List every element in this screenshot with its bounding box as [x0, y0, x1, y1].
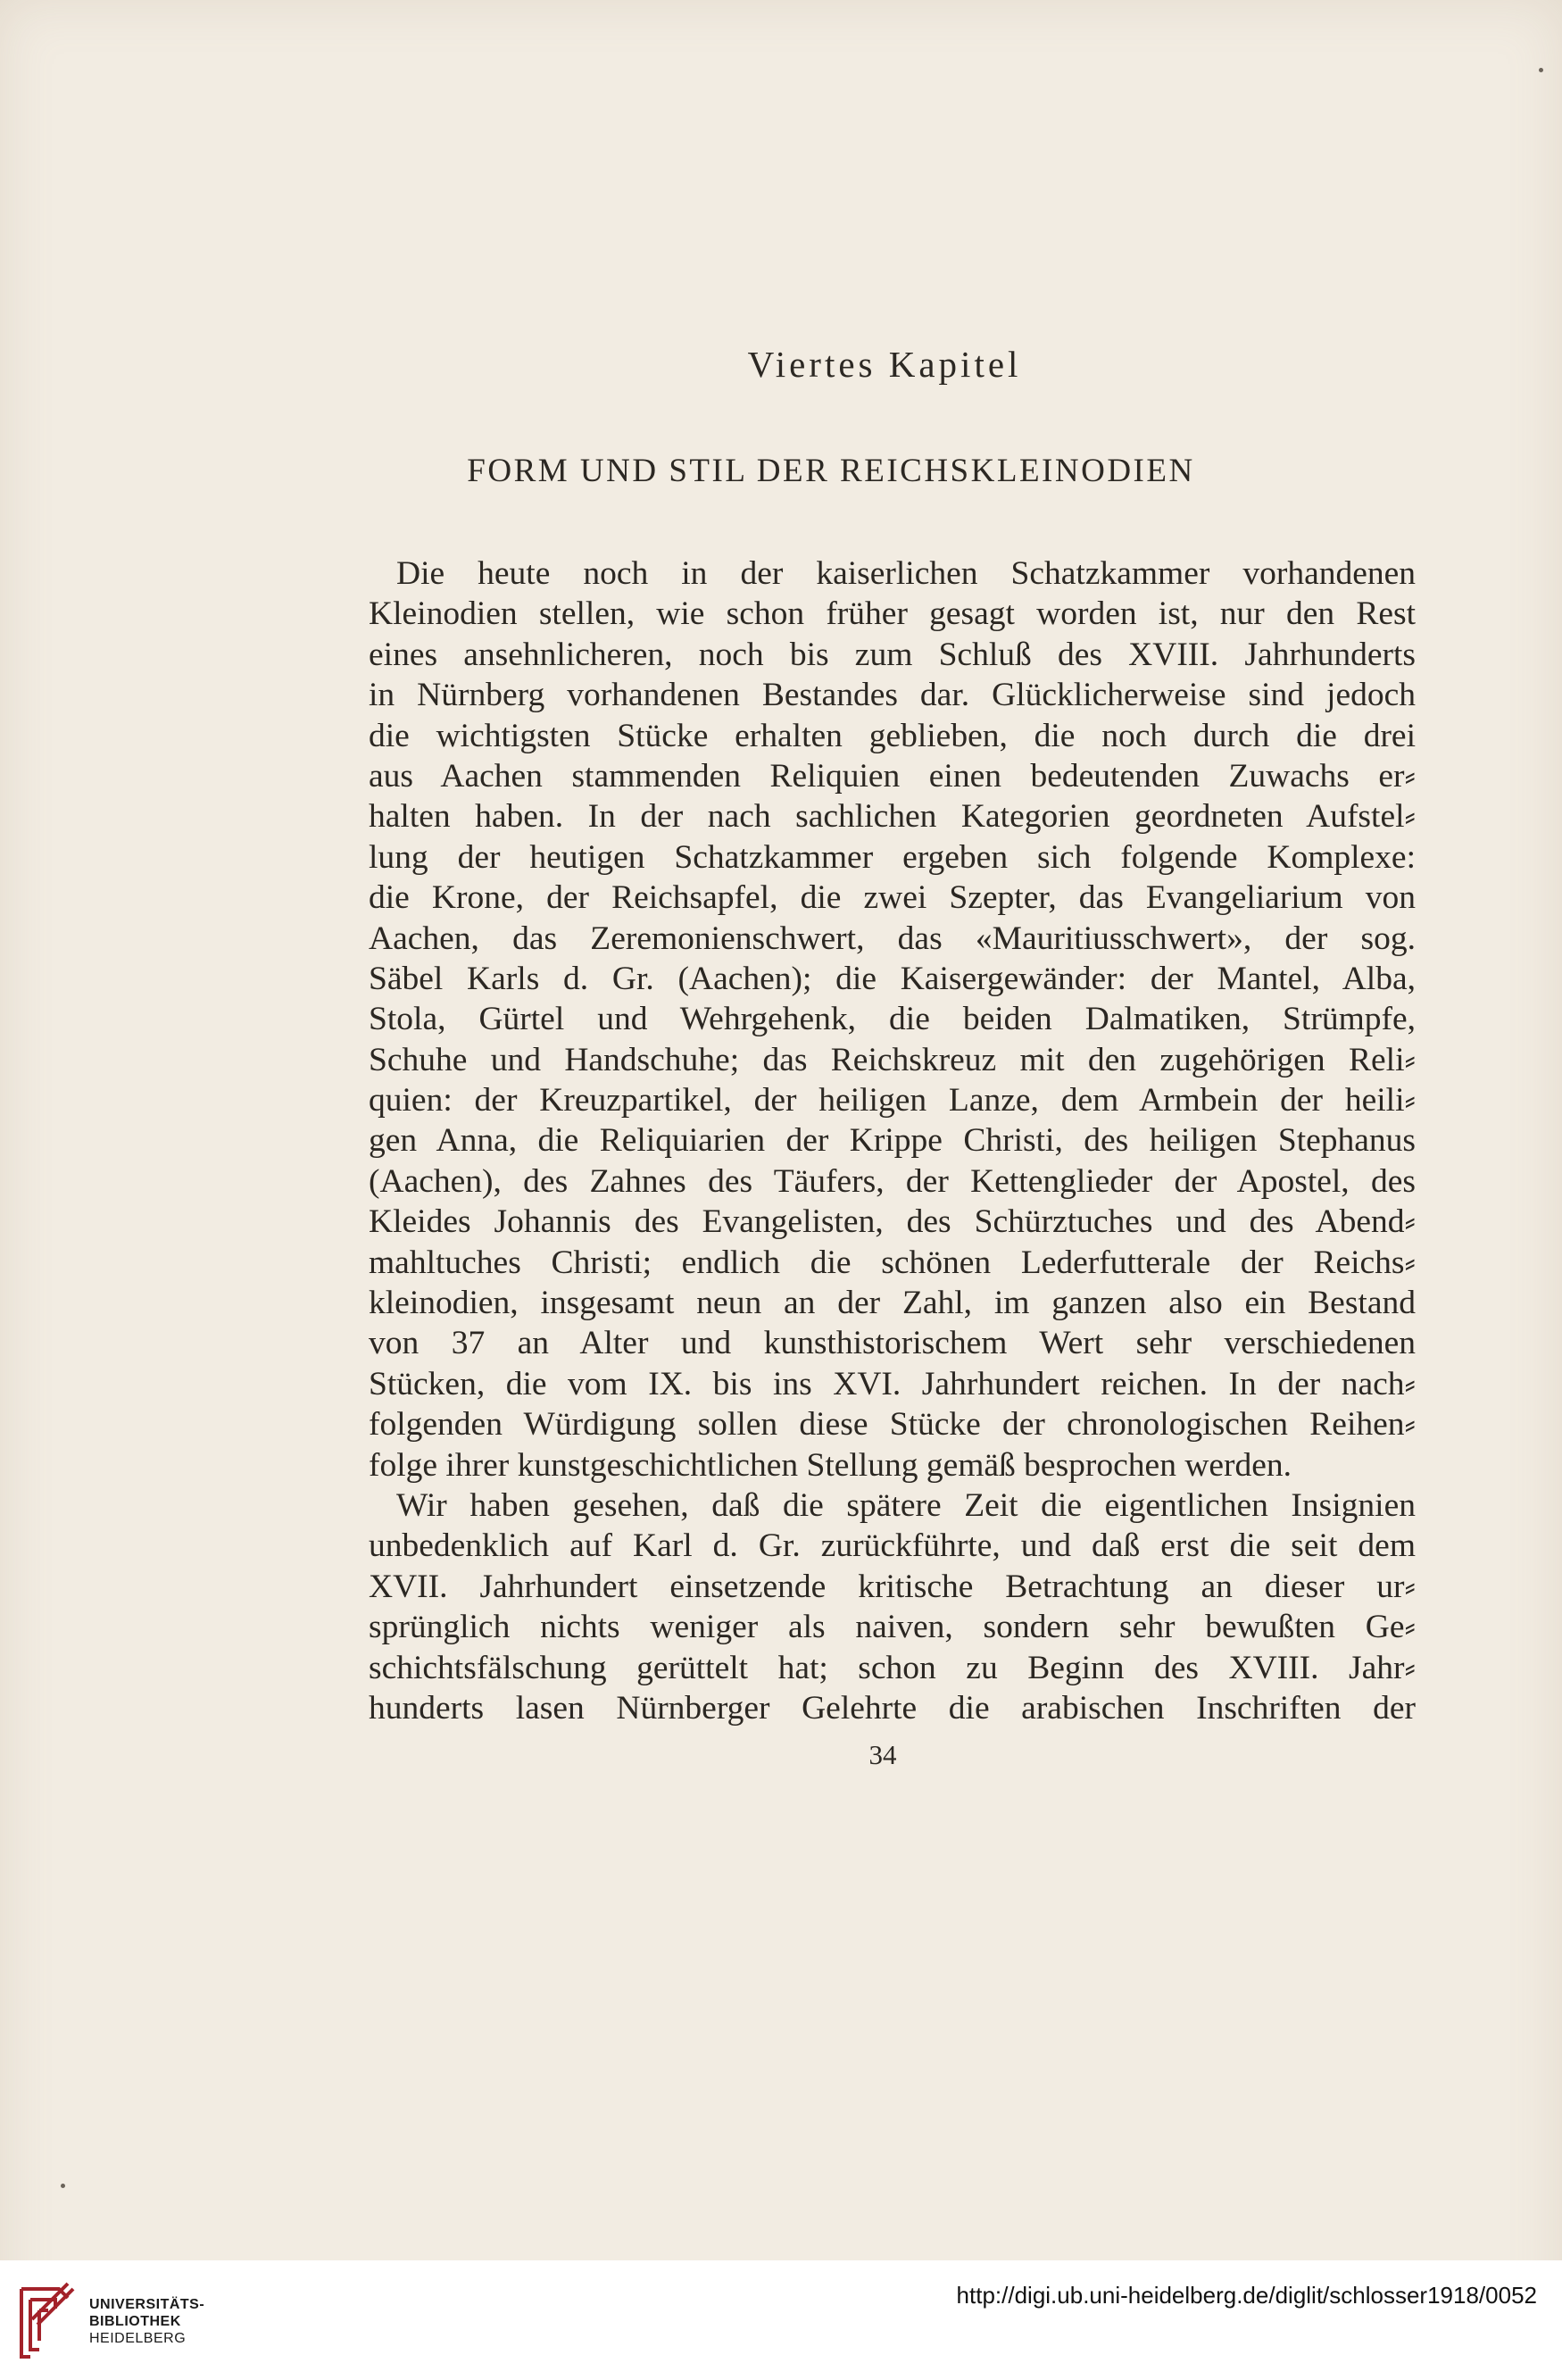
text-line: eines ansehnlicheren, noch bis zum Schluß des XVIII. Jahrhunderts	[369, 636, 1416, 673]
text-line: von 37 an Alter und kunsthistorischem Wert sehr verschiedenen	[369, 1325, 1416, 1362]
text-line: (Aachen), des Zahnes des Täufers, der Kettenglieder der Apostel, des	[369, 1162, 1416, 1200]
text-line: folgenden Würdigung sollen diese Stücke der chronologischen Reihen⸗	[369, 1406, 1416, 1444]
library-name-line: BIBLIOTHEK	[89, 2314, 181, 2329]
text-line: die Krone, der Reichsapfel, die zwei Szepter, das Evangeliarium von	[369, 879, 1416, 917]
text-line: gen Anna, die Reliquiarien der Krippe Christi, des heiligen Stephanus	[369, 1122, 1416, 1160]
scan-speck	[61, 2184, 65, 2188]
text-line: Kleides Johannis des Evangelisten, des Schürztuches und des Abend⸗	[369, 1203, 1416, 1241]
source-url-link[interactable]: http://digi.ub.uni-heidelberg.de/diglit/schlosser1918/0052	[956, 2282, 1537, 2309]
text-line: Stücken, die vom IX. bis ins XVI. Jahrhundert reichen. In der nach⸗	[369, 1365, 1416, 1402]
text-line: XVII. Jahrhundert einsetzende kritische Betrachtung an dieser ur⸗	[369, 1568, 1416, 1605]
text-line: lung der heutigen Schatzkammer ergeben sich folgende Komplexe:	[369, 838, 1416, 876]
text-line: Stola, Gürtel und Wehrgehenk, die beiden Dalmatiken, Strümpfe,	[369, 1001, 1416, 1038]
library-logo-icon	[14, 2278, 81, 2363]
text-line: halten haben. In der nach sachlichen Kategorien geordneten Aufstel⸗	[369, 798, 1416, 836]
library-name-line: UNIVERSITÄTS-	[89, 2297, 205, 2312]
text-line: Die heute noch in der kaiserlichen Schatzkammer vorhandenen	[396, 555, 1416, 592]
text-line: kleinodien, insgesamt neun an der Zahl, im ganzen also ein Bestand	[369, 1285, 1416, 1322]
text-line: die wichtigsten Stücke erhalten geblieben, die noch durch die drei	[369, 717, 1416, 754]
text-line: quien: der Kreuzpartikel, der heiligen Lanze, dem Armbein der heili⸗	[369, 1082, 1416, 1119]
text-line: Schuhe und Handschuhe; das Reichskreuz mit den zugehörigen Reli⸗	[369, 1041, 1416, 1078]
library-name-line: HEIDELBERG	[89, 2331, 187, 2346]
text-line: Wir haben gesehen, daß die spätere Zeit die eigentlichen Insignien	[396, 1486, 1416, 1524]
chapter-label: Viertes Kapitel	[747, 344, 1022, 385]
text-line: Säbel Karls d. Gr. (Aachen); die Kaisergewänder: der Mantel, Alba,	[369, 960, 1416, 997]
page-number: 34	[868, 1739, 897, 1770]
text-line: folge ihrer kunstgeschichtlichen Stellung gemäß besprochen werden.	[369, 1446, 1292, 1484]
chapter-title: FORM UND STIL DER REICHSKLEINODIEN	[467, 453, 1195, 489]
text-line: unbedenklich auf Karl d. Gr. zurückführte, und daß erst die seit dem	[369, 1527, 1416, 1565]
text-line: hunderts lasen Nürnberger Gelehrte die arabischen Inschriften der	[369, 1689, 1416, 1727]
scan-speck	[1539, 68, 1543, 72]
text-line: aus Aachen stammenden Reliquien einen bedeutenden Zuwachs er⸗	[369, 757, 1416, 795]
library-name	[89, 2296, 204, 2347]
body-text	[369, 553, 1416, 1728]
text-line: sprünglich nichts weniger als naiven, sondern sehr bewußten Ge⸗	[369, 1609, 1416, 1646]
text-line: Kleinodien stellen, wie schon früher gesagt worden ist, nur den Rest	[369, 595, 1416, 633]
footer-bar	[0, 2260, 1562, 2380]
text-line: schichtsfälschung gerüttelt hat; schon zu Beginn des XVIII. Jahr⸗	[369, 1649, 1416, 1686]
text-line: mahltuches Christi; endlich die schönen Lederfutterale der Reichs⸗	[369, 1244, 1416, 1281]
text-line: in Nürnberg vorhandenen Bestandes dar. Glücklicherweise sind jedoch	[369, 677, 1416, 714]
text-line: Aachen, das Zeremonienschwert, das «Mauritiusschwert», der sog.	[369, 920, 1416, 957]
